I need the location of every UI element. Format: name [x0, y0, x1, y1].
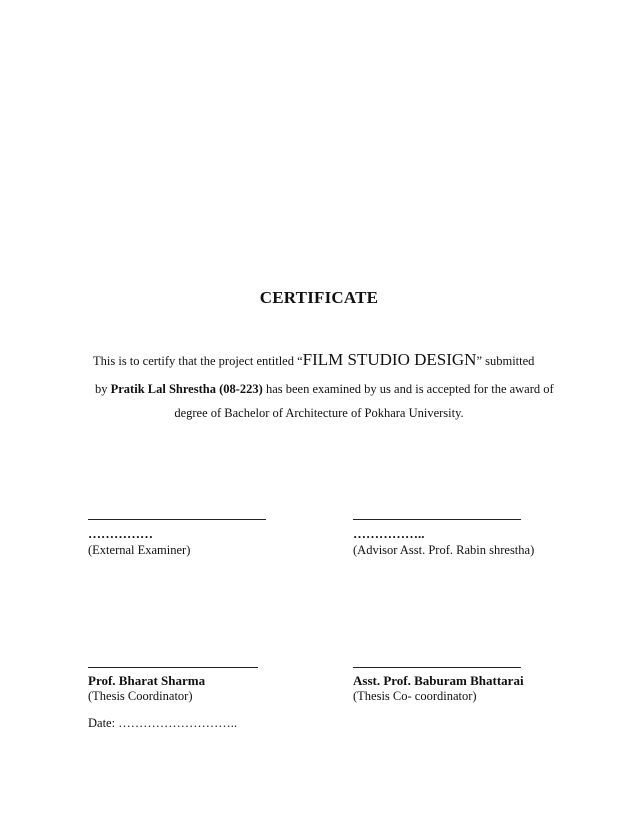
- certificate-title: CERTIFICATE: [259, 288, 379, 307]
- advisor-signature-line: [353, 519, 521, 520]
- coordinator-role: (Thesis Coordinator): [88, 689, 193, 703]
- coordinator-signature-line: [88, 667, 258, 668]
- coordinator-name: Prof. Bharat Sharma: [88, 673, 206, 688]
- certify-line-1: [93, 350, 534, 370]
- certify-line-2: [95, 382, 554, 397]
- by-label: by: [95, 382, 111, 396]
- advisor-signature-dots: ……………..: [353, 526, 425, 541]
- co-coordinator-signature-line: [353, 667, 521, 668]
- project-title: FILM STUDIO DESIGN: [302, 350, 477, 369]
- date-label: Date:: [88, 716, 119, 730]
- certify-suffix: ” submitted: [476, 354, 535, 368]
- certify-rest: has been examined by us and is accepted for the award of: [262, 382, 554, 396]
- date-dots: ………………………..: [118, 716, 237, 730]
- student-name: Pratik Lal Shrestha (08-223): [110, 382, 263, 396]
- external-examiner-role: (External Examiner): [88, 543, 191, 557]
- date-field: [88, 716, 237, 731]
- co-coordinator-name: Asst. Prof. Baburam Bhattarai: [353, 673, 524, 688]
- external-signature-line: [88, 519, 266, 520]
- certify-prefix: This is to certify that the project entitled “: [93, 354, 303, 368]
- external-signature-dots: ……………: [88, 526, 153, 541]
- co-coordinator-role: (Thesis Co- coordinator): [353, 689, 477, 703]
- certify-line-3: degree of Bachelor of Architecture of Pokhara University.: [174, 406, 464, 420]
- advisor-role: (Advisor Asst. Prof. Rabin shrestha): [353, 543, 535, 557]
